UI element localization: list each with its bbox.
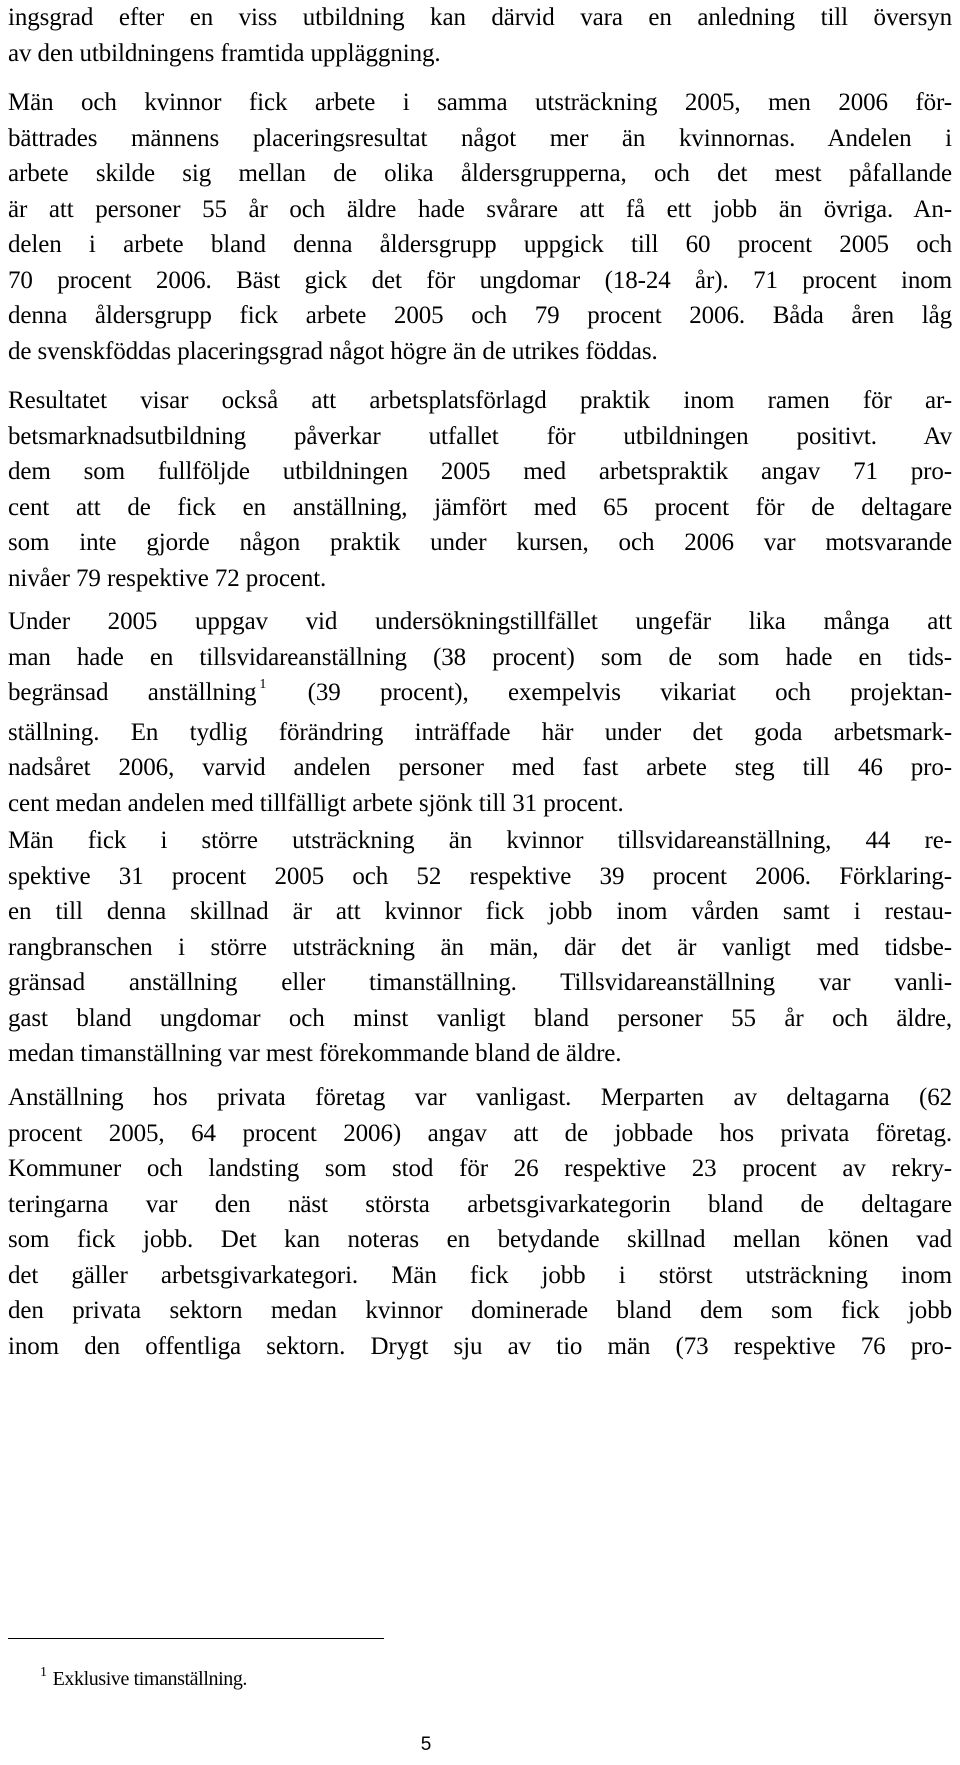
paragraph-2 (8, 85, 952, 369)
text-line: teringarna var den näst största arbetsgivarkategorin bland de deltagare (8, 1190, 952, 1218)
text-line: Resultatet visar också att arbetsplatsförlagd praktik inom ramen för ar- (8, 387, 952, 414)
text-line: de svenskföddas placeringsgrad något högre än de utrikes föddas. (8, 337, 658, 365)
text-line: arbete skilde sig mellan de olika åldersgrupperna, och det mest påfallande (8, 160, 952, 187)
text-line: betsmarknadsutbildning påverkar utfallet för utbildningen positivt. Av (8, 422, 952, 450)
text-line: gast bland ungdomar och minst vanligt bland personer 55 år och äldre, (8, 1004, 952, 1032)
text-line: ingsgrad efter en viss utbildning kan därvid vara en anledning till översyn (8, 4, 952, 31)
footnote-divider (8, 1638, 384, 1639)
footnote-reference: 1 (259, 677, 267, 692)
text-line: cent medan andelen med tillfälligt arbete sjönk till 31 procent. (8, 789, 624, 817)
footnote-marker: 1 (40, 1665, 47, 1680)
text-line: som inte gjorde någon praktik under kursen, och 2006 var motsvarande (8, 529, 952, 556)
text-line: spektive 31 procent 2005 och 52 respektive 39 procent 2006. Förklaring- (8, 862, 952, 890)
text-line: Män och kvinnor fick arbete i samma utsträckning 2005, men 2006 för- (8, 89, 952, 116)
text-line: nivåer 79 respektive 72 procent. (8, 564, 327, 592)
paragraph-4 (8, 604, 952, 821)
footnote-text: Exklusive timanställning. (52, 1668, 248, 1690)
text-line-with-footnote (8, 675, 952, 715)
text-line: cent att de fick en anställning, jämfört med 65 procent för de deltagare (8, 493, 952, 521)
text-line: av den utbildningens framtida uppläggning. (8, 39, 441, 67)
text-line: Anställning hos privata företag var vanligast. Merparten av deltagarna (62 (8, 1084, 952, 1111)
text-line: ställning. En tydlig förändring inträffade här under det goda arbetsmark- (8, 718, 952, 746)
text-line: nadsåret 2006, varvid andelen personer med fast arbete steg till 46 pro- (8, 754, 952, 781)
text-line: denna åldersgrupp fick arbete 2005 och 79 procent 2006. Båda åren låg (8, 302, 952, 329)
text-segment: begränsad anställning (8, 679, 257, 706)
text-line: inom den offentliga sektorn. Drygt sju av tio män (73 respektive 76 pro- (8, 1332, 952, 1360)
text-line: procent 2005, 64 procent 2006) angav att de jobbade hos privata företag. (8, 1119, 952, 1147)
text-line: är att personer 55 år och äldre hade svårare att få ett jobb än övriga. An- (8, 195, 952, 223)
text-line: bättrades männens placeringsresultat något mer än kvinnornas. Andelen i (8, 124, 952, 152)
text-line: Män fick i större utsträckning än kvinnor tillsvidareanställning, 44 re- (8, 827, 952, 854)
text-line: 70 procent 2006. Bäst gick det för ungdomar (18-24 år). 71 procent inom (8, 266, 952, 294)
text-line: Kommuner och landsting som stod för 26 respektive 23 procent av rekry- (8, 1155, 952, 1182)
text-line: det gäller arbetsgivarkategori. Män fick jobb i störst utsträckning inom (8, 1261, 952, 1289)
text-segment: (39 procent), exempelvis vikariat och projektan- (307, 679, 953, 706)
text-line: dem som fullföljde utbildningen 2005 med arbetspraktik angav 71 pro- (8, 458, 952, 485)
text-line: rangbranschen i större utsträckning än män, där det är vanligt med tidsbe- (8, 933, 952, 961)
paragraph-1 (8, 0, 952, 71)
paragraph-3 (8, 383, 952, 596)
text-line: en till denna skillnad är att kvinnor fick jobb inom vården samt i restau- (8, 898, 952, 925)
text-line: som fick jobb. Det kan noteras en betydande skillnad mellan könen vad (8, 1226, 952, 1253)
paragraph-6 (8, 1080, 952, 1364)
text-line: gränsad anställning eller timanställning. Tillsvidareanställning var vanli- (8, 969, 952, 996)
text-line: delen i arbete bland denna åldersgrupp uppgick till 60 procent 2005 och (8, 231, 952, 258)
page-number: 5 (420, 1734, 432, 1755)
paragraph-5 (8, 823, 952, 1072)
text-line: medan timanställning var mest förekommande bland de äldre. (8, 1040, 622, 1067)
footnote (40, 1666, 247, 1695)
text-line: den privata sektorn medan kvinnor dominerade bland dem som fick jobb (8, 1297, 952, 1324)
text-line: man hade en tillsvidareanställning (38 procent) som de som hade en tids- (8, 643, 952, 671)
text-line: Under 2005 uppgav vid undersökningstillfället ungefär lika många att (8, 608, 952, 635)
